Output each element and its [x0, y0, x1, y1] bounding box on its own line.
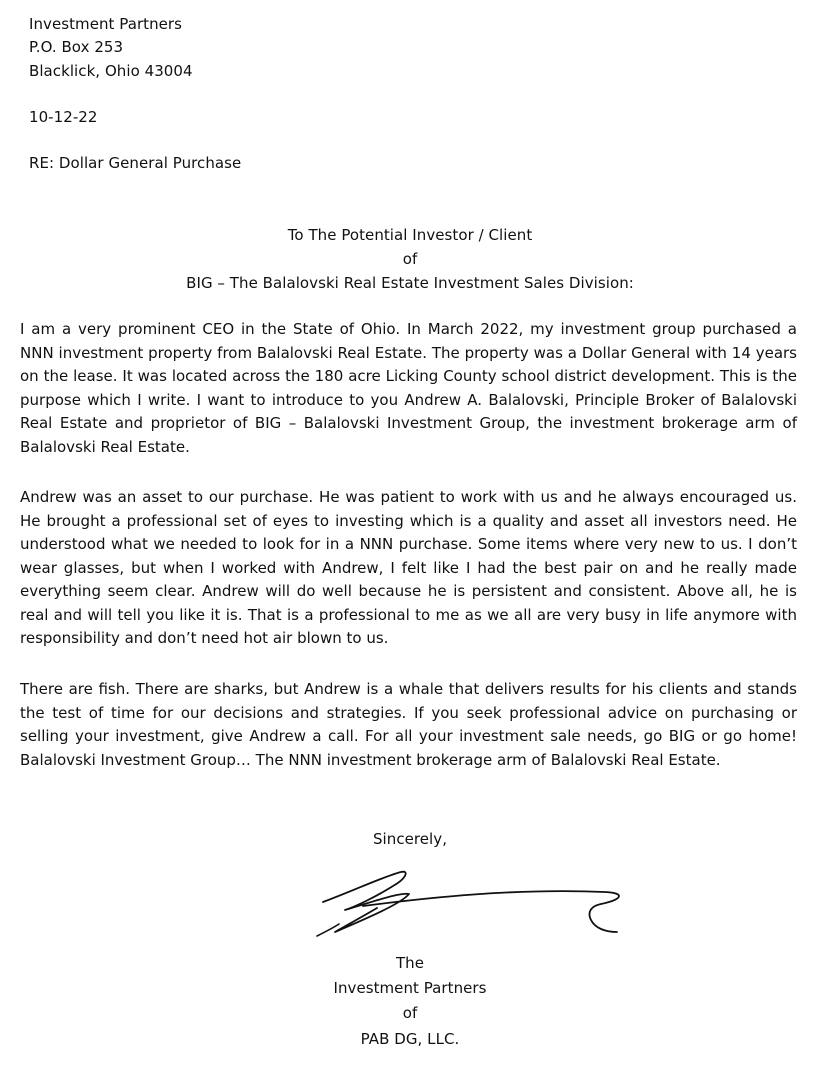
closing-the: The — [395, 954, 425, 972]
closing-of: of — [402, 1004, 418, 1022]
subject-line: RE: Dollar General Purchase — [29, 154, 242, 172]
salutation-line-3: BIG – The Balalovski Real Estate Investment Sales Division: — [186, 274, 634, 292]
closing-company-name: PAB DG, LLC. — [360, 1030, 460, 1048]
closing-investment-partners: Investment Partners — [333, 979, 487, 997]
salutation-line-1: To The Potential Investor / Client — [287, 226, 533, 244]
sender-name: Investment Partners — [29, 15, 183, 33]
body-paragraph-3: There are fish. There are sharks, but Andrew is a whale that delivers results for his clients and stands the test of time for our decisions and strategies. If you seek professional advice on purchasing or selling your investment, give Andrew a call. For all your investment sale needs, go BIG or go home! Balalovski Investment Group… The NNN investment brokerage arm of Balalovski Real Estate. — [20, 680, 797, 769]
sender-po-box: P.O. Box 253 — [29, 38, 124, 56]
letter-date: 10-12-22 — [29, 108, 98, 126]
salutation-line-2: of — [402, 250, 418, 268]
signature — [305, 862, 635, 942]
closing-sincerely: Sincerely, — [372, 830, 448, 848]
body-paragraph-1: I am a very prominent CEO in the State of Ohio. In March 2022, my investment group purchased a NNN investment property from Balalovski Real Estate. The property was a Dollar General with 14 years on the lease. It was located across the 180 acre Licking County school district development. This is the purpose which I write. I want to introduce to you Andrew A. Balalovski, Principle Broker of Balalovski Real Estate and proprietor of BIG – Balalovski Investment Group, the investment brokerage arm of Balalovski Real Estate. — [20, 320, 797, 456]
body-paragraph-2: Andrew was an asset to our purchase. He was patient to work with us and he always encouraged us. He brought a professional set of eyes to investing which is a quality and asset all investors need. He understood what we needed to look for in a NNN purchase. Some items where very new to us. I don’t wear glasses, but when I worked with Andrew, I felt like I had the best pair on and he really made everything seem clear. Andrew will do well because he is persistent and consistent. Above all, he is real and will tell you like it is. That is a professional to me as we all are very busy in life anymore with responsibility and don’t need hot air blown to us. — [20, 488, 797, 647]
sender-city: Blacklick, Ohio 43004 — [29, 62, 193, 80]
